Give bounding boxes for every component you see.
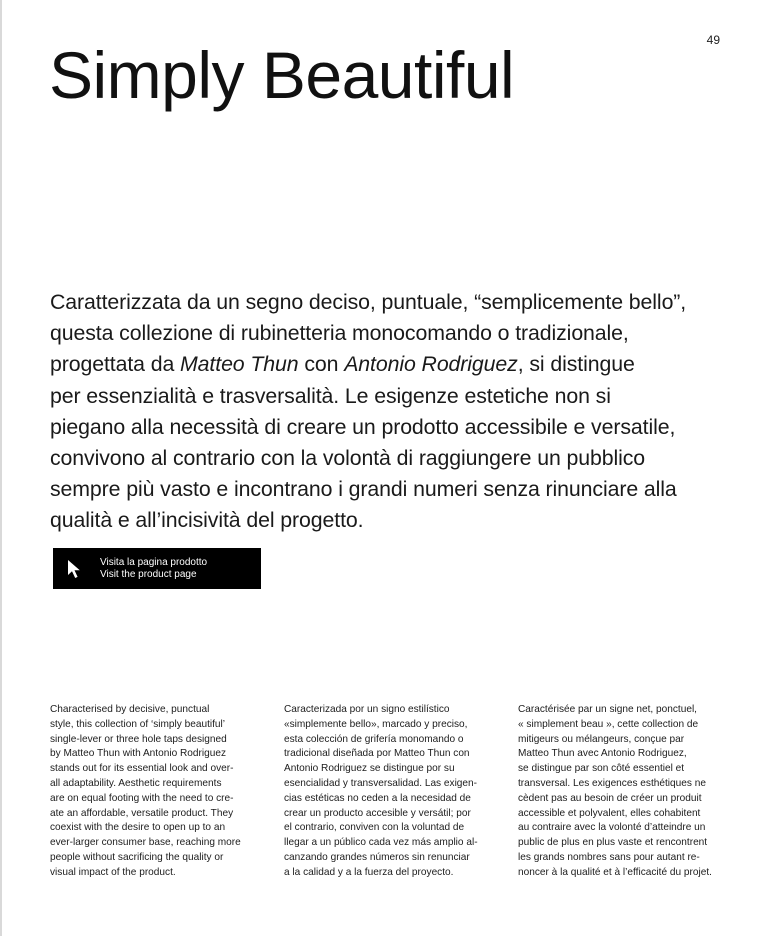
intro-line: qualità e all’incisività del progetto.	[50, 508, 364, 533]
intro-line: sempre più vasto e incontrano i grandi numeri senza rinunciare alla	[50, 477, 677, 502]
spanish-text-column	[284, 703, 509, 881]
column-text-line: tradicional diseñada por Matteo Thun con	[284, 748, 470, 760]
column-text-line: esta colección de grifería monomando o	[284, 733, 464, 745]
column-text-line: cèdent pas au besoin de créer un produit	[518, 792, 702, 804]
page-number: 49	[706, 33, 720, 47]
intro-line: questa collezione di rubinetteria monocomando o tradizionale,	[50, 321, 629, 346]
column-text-line: noncer à la qualité et à l’efficacité du projet.	[518, 866, 712, 878]
column-text-line: all adaptability. Aesthetic requirements	[50, 777, 222, 789]
column-text-line: accessible et polyvalent, elles cohabitent	[518, 807, 701, 819]
column-text-line: llegar a un público cada vez más amplio al-	[284, 837, 478, 849]
column-text-line: Characterised by decisive, punctual	[50, 704, 210, 715]
column-text-line: are on equal footing with the need to cre-	[50, 792, 234, 804]
column-text-line: crear un producto accesible y versátil; por	[284, 807, 471, 819]
column-text-line: el contrario, conviven con la voluntad de	[284, 822, 465, 834]
column-text-line: Caracterizada por un signo estilístico	[284, 704, 450, 715]
page-edge-rule	[0, 0, 2, 936]
intro-line: per essenzialità e trasversalità. Le esigenze estetiche non si	[50, 383, 611, 408]
cta-label-english: Visit the product page	[100, 569, 197, 580]
page-title: Simply Beautiful	[49, 38, 515, 112]
column-text-line: «simplemente bello», marcado y preciso,	[284, 718, 468, 730]
intro-line: convivono al contrario con la volontà di raggiungere un pubblico	[50, 446, 646, 471]
column-text-line: ever-larger consumer base, reaching more	[50, 837, 241, 849]
intro-line: progettata da Matteo Thun con Antonio Rodriguez, si distingue	[50, 352, 635, 377]
column-text-line: Caractérisée par un signe net, ponctuel,	[518, 704, 697, 715]
designer-name: Matteo Thun	[180, 352, 299, 377]
column-text-line: a la calidad y a la fuerza del proyecto.	[284, 866, 454, 878]
column-text-line: style, this collection of ‘simply beautiful’	[50, 718, 226, 730]
visit-product-page-button[interactable]	[53, 548, 261, 589]
cta-label-italian: Visita la pagina prodotto	[100, 557, 208, 568]
cursor-arrow-icon	[67, 559, 83, 579]
column-text-line: transversal. Les exigences esthétiques ne	[518, 777, 706, 789]
column-text-line: mitigeurs ou mélangeurs, conçue par	[518, 733, 685, 745]
column-text-line: ate an affordable, versatile product. They	[50, 807, 234, 819]
column-text-line: visual impact of the product.	[50, 866, 176, 878]
column-text-line: se distingue par son côté essentiel et	[518, 763, 685, 775]
column-text-line: cias estéticas no ceden a la necesidad de	[284, 792, 471, 804]
column-text-line: by Matteo Thun with Antonio Rodriguez	[50, 748, 226, 760]
column-text-line: public de plus en plus vaste et rencontrent	[518, 837, 708, 849]
column-text-line: people without sacrificing the quality or	[50, 851, 224, 863]
intro-paragraph-italian	[50, 287, 740, 537]
french-text-column	[518, 703, 743, 881]
column-text-line: Matteo Thun avec Antonio Rodriguez,	[518, 748, 687, 760]
designer-name: Antonio Rodriguez	[344, 352, 518, 377]
intro-line: piegano alla necessità di creare un prodotto accessibile e versatile,	[50, 414, 676, 439]
column-text-line: coexist with the desire to open up to an	[50, 822, 226, 834]
column-text-line: les grands nombres sans pour autant re-	[518, 851, 700, 863]
column-text-line: esencialidad y transversalidad. Las exigen-	[284, 777, 478, 789]
column-text-line: Antonio Rodriguez se distingue por su	[284, 763, 455, 775]
column-text-line: single-lever or three hole taps designed	[50, 733, 227, 745]
column-text-line: « simplement beau », cette collection de	[518, 718, 699, 730]
column-text-line: canzando grandes números sin renunciar	[284, 851, 470, 863]
cta-label	[100, 557, 207, 581]
column-text-line: stands out for its essential look and over-	[50, 763, 234, 775]
column-text-line: au contraire avec la volonté d’atteindre un	[518, 822, 706, 834]
intro-line: Caratterizzata da un segno deciso, puntuale, “semplicemente bello”,	[50, 290, 687, 314]
english-text-column	[50, 703, 275, 881]
